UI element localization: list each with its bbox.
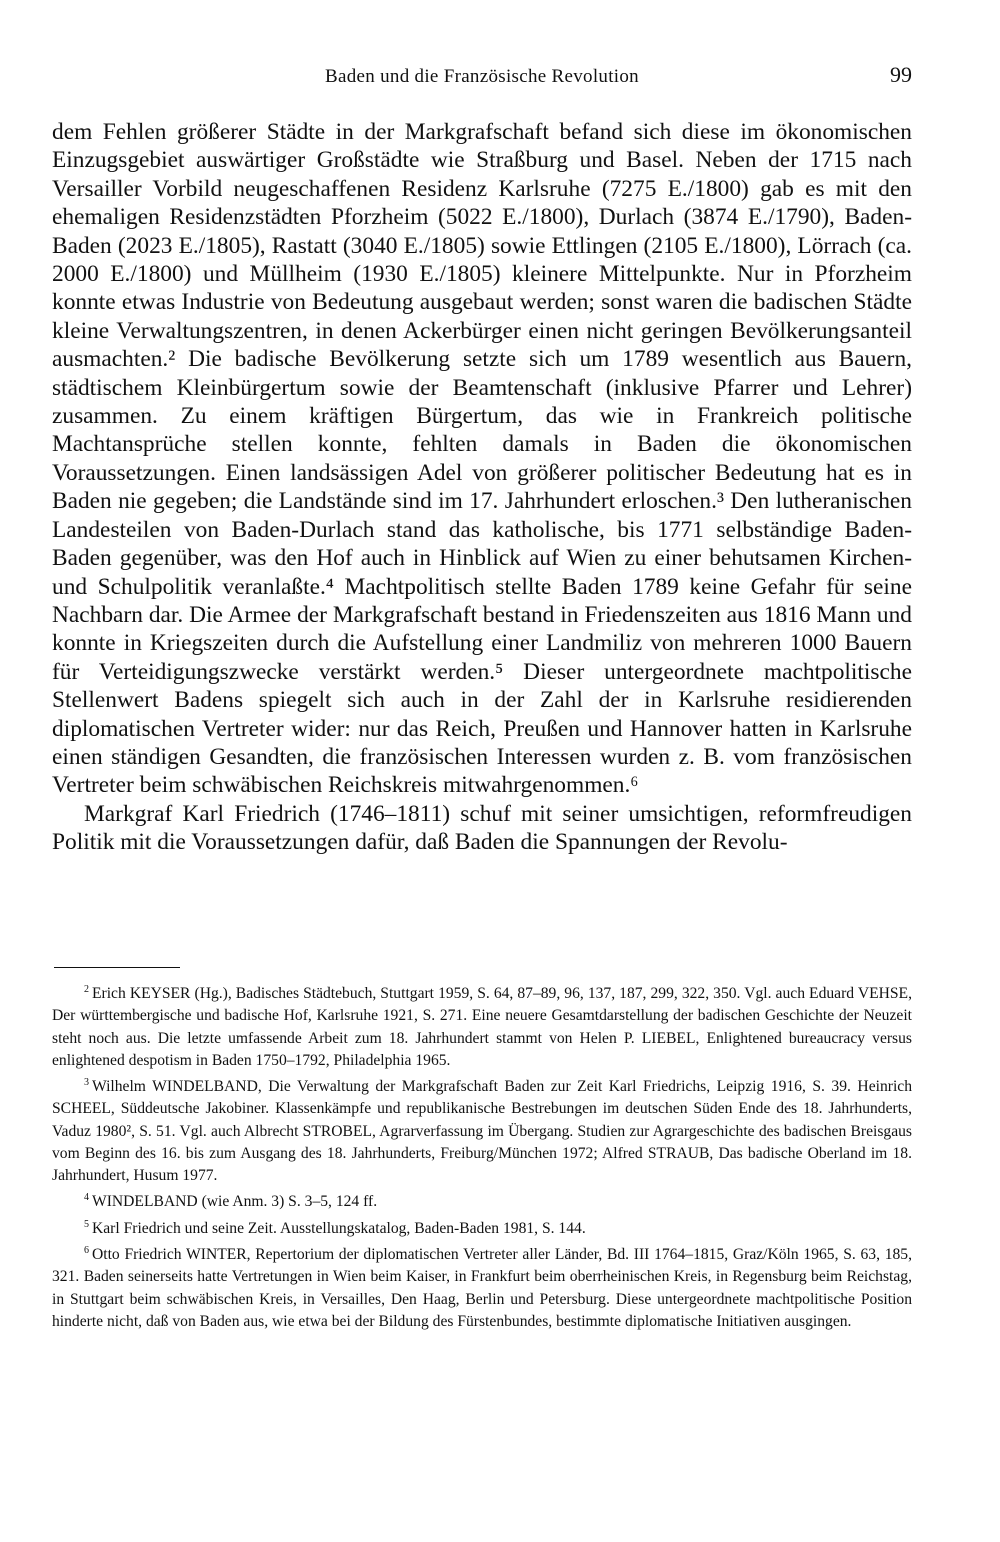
paragraph-2: Markgraf Karl Friedrich (1746–1811) schuf mit seiner umsichtigen, reformfreudigen Politik mit die Voraussetzungen dafür, daß Baden die Spannungen der Revolu- (52, 800, 912, 856)
footnote-text: Otto Friedrich WINTER, Repertorium der diplomatischen Vertreter aller Länder, Bd. III 1764–1815, Graz/Köln 1965, S. 63, 185, 321. Baden seinerseits hatte Vertretungen in Wien beim Kaiser, in Frankfurt beim oberrheinischen Kreis, in Regensburg beim Reichstag, in Stuttgart beim schwäbischen Kreis, in Versailles, Den Haag, Berlin und Petersburg. Diese untergeordnete machtpolitische Position hinderte nicht, daß von Baden aus, wie etwa bei der Bildung des Fürstenbundes, bestimmte diplomatische Initiativen ausgingen. (52, 1246, 912, 1330)
footnote-marker: 5 (84, 1218, 89, 1230)
footnotes (52, 979, 912, 1333)
footnote-marker: 3 (84, 1077, 89, 1088)
footnote-text: Erich KEYSER (Hg.), Badisches Städtebuch, Stuttgart 1959, S. 64, 87–89, 96, 137, 187, 299, 322, 350. Vgl. auch Eduard VEHSE, Der württembergische und badische Hof, Karlsruhe 1921, S. 271. Eine neuere Gesamtdarstellung der badischen Geschichte der Neuzeit steht noch aus. Die letzte umfassende Arbeit zum 18. Jahrhundert stammt von Helen P. LIEBEL, Enlightened bureaucracy versus enlightened despotism in Baden 1750–1792, Philadelphia 1965. (52, 985, 912, 1069)
page-number: 99 (890, 62, 912, 87)
main-text (52, 118, 912, 857)
paragraph-1: dem Fehlen größerer Städte in der Markgrafschaft befand sich diese im ökonomischen Einzugsgebiet auswärtiger Großstädte wie Straßburg und Basel. Neben der 1715 nach Versailler Vorbild neugeschaffenen Residenz Karlsruhe (7275 E./1800) gab es mit den ehemaligen Residenzstädten Pforzheim (5022 E./1800), Durlach (3874 E./1790), Baden-Baden (2023 E./1805), Rastatt (3040 E./1805) sowie Ettlingen (2105 E./1800), Lörrach (ca. 2000 E./1800) und Müllheim (1930 E./1805) kleinere Mittelpunkte. Nur in Pforzheim konnte etwas Industrie von Bedeutung ausgebaut werden; sonst waren die badischen Städte kleine Verwaltungszentren, in denen Ackerbürger einen nicht geringen Bevölkerungsanteil ausmachten.² Die badische Bevölkerung setzte sich um 1789 wesentlich aus Bauern, städtischem Kleinbürgertum sowie der Beamtenschaft (inklusive Pfarrer und Lehrer) zusammen. Zu einem kräftigen Bürgertum, das wie in Frankreich politische Machtansprüche stellen konnte, fehlten damals in Baden die ökonomischen Voraussetzungen. Einen landsässigen Adel von größerer politischer Bedeutung hat es in Baden nie gegeben; die Landstände sind im 17. Jahrhundert erloschen.³ Den lutheranischen Landesteilen von Baden-Durlach stand das katholische, bis 1771 selbständige Baden-Baden gegenüber, was den Hof auch in Hinblick auf Wien zu einer behutsamen Kirchen- und Schulpolitik veranlaßte.⁴ Machtpolitisch stellte Baden 1789 keine Gefahr für seine Nachbarn dar. Die Armee der Markgrafschaft bestand in Friedenszeiten aus 1816 Mann und konnte in Kriegszeiten durch die Aufstellung einer Landmiliz von mehreren 1000 Bauern für Verteidigungszwecke verstärkt werden.⁵ Dieser untergeordnete machtpolitische Stellenwert Badens spiegelt sich auch in der Zahl der in Karlsruhe residierenden diplomatischen Vertreter wider: nur das Reich, Preußen und Hannover hatten in Karlsruhe einen ständigen Gesandten, die französischen Interessen wurden z. B. vom französischen Vertreter beim schwäbischen Reichskreis mitwahrgenommen.⁶ (52, 119, 912, 799)
footnote-4 (52, 1187, 912, 1213)
footnote-text: Wilhelm WINDELBAND, Die Verwaltung der Markgrafschaft Baden zur Zeit Karl Friedrichs, Leipzig 1916, S. 39. Heinrich SCHEEL, Süddeutsche Jakobiner. Klassenkämpfe und republikanische Bestrebungen im deutschen Süden Ende des 18. Jahrhunderts, Vaduz 1980², S. 51. Vgl. auch Albrecht STROBEL, Agrarverfassung im Übergang. Studien zur Agrargeschichte des badischen Breisgaus vom Beginn des 16. bis zum Ausgang des 18. Jahrhunderts, Freiburg/München 1972; Alfred STRAUB, Das badische Oberland im 18. Jahrhundert, Husum 1977. (52, 1078, 912, 1184)
running-title: Baden und die Französische Revolution (325, 66, 639, 87)
footnote-2 (52, 979, 912, 1072)
footnote-text: Karl Friedrich und seine Zeit. Ausstellungskatalog, Baden-Baden 1981, S. 144. (92, 1219, 586, 1237)
footnote-marker: 2 (84, 984, 89, 995)
footnote-rule (54, 967, 180, 968)
footnote-marker: 4 (84, 1192, 89, 1204)
footnote-marker: 6 (84, 1244, 89, 1256)
footnote-6 (52, 1240, 912, 1333)
footnote-3 (52, 1072, 912, 1187)
page-header (52, 62, 912, 92)
footnote-5 (52, 1214, 912, 1240)
footnote-text: WINDELBAND (wie Anm. 3) S. 3–5, 124 ff. (92, 1193, 378, 1211)
